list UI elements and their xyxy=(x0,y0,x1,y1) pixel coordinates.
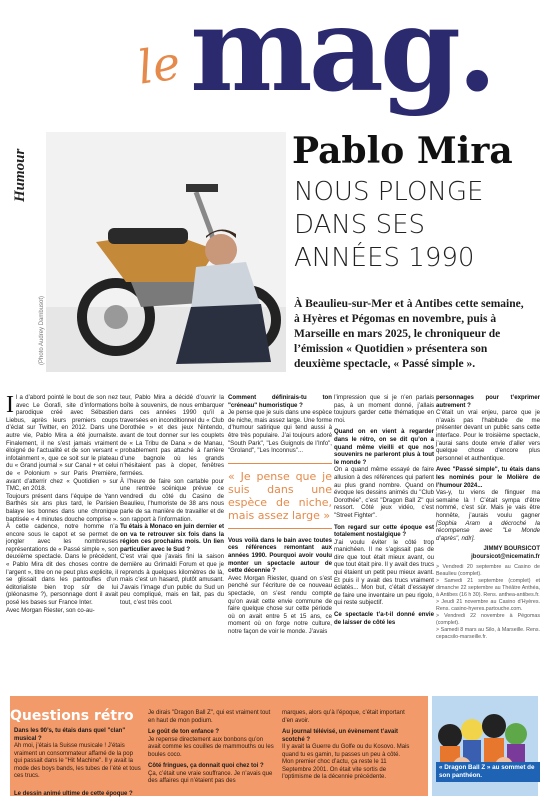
dragon-ball-caption: « Dragon Ball Z » au sommet de son panthéon. xyxy=(436,762,540,782)
body-column-5: personnages pour t’exprimer autrement ? C’était un vrai enjeu, parce que je n’avais pas l’habitude de me présenter devant un public sans cette interface. Pour le troisième spectacle, j’aurai sans doute envie d’aller vers quelque chose d’encore plus personnel et authentique. Avec "Passé simple", tu étais dans les nominés pour le Molière de l’humour 2024... Vas-y, tu viens de flinguer ma semaine là ! C’était sympa d’être nommé, c’est sûr. Mais je vais être honnête, j’aurais voulu gagner [Sophia Aram a décroché la récompense avec "Le Monde d’après", ndlr]. JIMMY BOURSICOT jboursicot@nicematin.fr > Vendredi 20 septembre au Casino de Beaulieu (complet). > Samedi 21 septembre (complet) et dimanche 22 septembre au Théâtre Anthéa, à Antibes (16 h 30). Rens. anthea-antibes.fr. > Jeudi 21 novembre au Casino d’Hyères. Rens. casino-hyeres.partouche.com. > Vendredi 22 novembre à Pégomas (complet). > Samedi 8 mars au Silo, à Marseille. Rens. cepacsilo-marseille.fr. xyxy=(436,394,540,641)
question: Vous voilà dans le bain avec toutes ces références remontant aux années 1990. Pourquoi avoir voulu monter un spectacle autour de cette décennie ? xyxy=(228,536,332,575)
retro-column-3: marques, alors qu’à l’époque, c’était important d’en avoir. Au journal télévisé, un évènement t’avait scotché ? Il y avait la Guerre du Golfe ou du Kosovo. Mais quand tu es gamin, tu passes un peu à côté. Mon premier choc d’actu, ça reste le 11 Septembre 2001. On était vite sortis de l’optimisme de la décennie précédente. xyxy=(282,710,410,780)
dropcap: I xyxy=(6,392,14,418)
photo-credit: (Photo Audrey Dambusot) xyxy=(39,295,45,365)
question: Avec "Passé simple", tu étais dans les nominés pour le Molière de l’humour 2024... xyxy=(436,466,540,489)
body-column-1: Il a d’abord pointé le bout de son nez avec Le Gorafi, site d’informations parodique créé avec Sébastien Liebus, après leurs premiers coups d’éclat sur Twitter, en 2012. Dans une autre vie, Pablo Mira a été journaliste. Finalement, il ne s’est jamais vraiment éloigné de l’actualité et de son versant « infotainment », que ce soit sur le plateau du « Grand journal » sur Canal + et celui de « Polonium » sur Paris Première, avant d’atterrir chez « Quotidien » sur TMC, en 2018. Toujours présent dans l’équipe de Yann Barthès six ans plus tard, le Parisien balaye les bonnes dans une chronique baptisée « 4 minutes douche comprise ». À cette cadence, notre homme n’a encore sous le capot et se permet de jongler avec les nombreuses représentations de « Passé simple », son deuxième spectacle. Dans le précédent, « Pablo Mira dit des choses contre de l’argent », titre on ne peut plus explicite, il se glissait dans les pantoufles d’un éditorialiste bien trop sûr de lui (pléonasme ?), personnage dont il avait posé les bases sur France Inter. Avec Morgan Riester, son co-au- xyxy=(6,392,118,614)
question: Ton regard sur cette époque est totalement nostalgique ? xyxy=(334,523,434,539)
retro-column-1: Dans les 90’s, tu étais dans quel "clan" musical ? Ah moi, j’étais la Suisse musicale ! J’étais vraiment un consommateur affamé de la pop qui passait dans le "Hit Machine". Il y avait la mode des boys bands, les tubes de l’été et tous ces trucs. Le dessin animé ultime de cette époque ? xyxy=(14,728,141,797)
author-name: JIMMY BOURSICOT xyxy=(483,546,540,553)
question: Quand on en vient à regarder dans le rétro, on se dit qu’on a quand même vieilli et que nos souvenirs ne parleront plus à tout le monde ? xyxy=(334,428,434,466)
pull-quote: « Je pense que je suis dans une espèce de niche, mais assez large » xyxy=(228,463,332,529)
question: personnages pour t’exprimer autrement ? xyxy=(436,394,540,409)
headline-sub: NOUS PLONGE DANS SES ANNÉES 1990 xyxy=(294,177,484,273)
body-column-3: Comment définirais-tu ton "créneau" humoristique ? Je pense que je suis dans une espèce de niche, mais assez large. Une forme d’humour satirique qui tend aussi à être très populaire. J’ai toujours adoré "South Park", "Les Guignols de l’Info", "Groland", "Les Inconnus"... « Je pense que je suis dans une espèce de niche, mais assez large » Vous voilà dans le bain avec toutes ces références remontant aux années 1990. Pourquoi avoir voulu monter un spectacle autour de cette décennie ? Avec Morgan Riester, quand on s’est penché sur l’écriture de ce nouveau spectacle, on s’est rendu compte qu’on avait cette envie commune de faire quelque chose sur cette période où on avait entre 5 et 15 ans, ce moment où on forge notre culture, notre façon de voir le monde. J’avais xyxy=(228,394,332,635)
masthead xyxy=(0,0,545,128)
masthead-le: le xyxy=(134,35,184,95)
body-column-4: l’impression que si je n’en parlais pas, à un moment donné, j’allais toujours garder cette thématique en moi. Quand on en vient à regarder dans le rétro, on se dit qu’on a quand même vieilli et que nos souvenirs ne parleront plus à tout le monde ? On a quand même essayé de faire allusion à des références qui parlent au plus grand nombre. Quand on évoque les dessins animés du "Club Dorothée", c’est "Dragon Ball Z" qui ressort. Côté jeux vidéo, c’est "Street Fighter". Ton regard sur cette époque est totalement nostalgique ? J’ai voulu éviter le côté trop manichéen. Il ne s’agissait pas de dire que tout était mieux avant, ou que tout était pire. Il y avait des trucs qui étaient un petit peu mieux avant. Et puis il y avait des trucs vraiment éclatés... Mon but, c’était d’essayer de faire une inventaire un peu rigolo, qui reste subjectif. Ce spectacle t’a-t-il donné envie de laisser de côté les xyxy=(334,394,434,626)
chapo: À Beaulieu-sur-Mer et à Antibes cette semaine, à Hyères et Pégomas en novembre, puis à Marseille en mars 2025, le chroniqueur de l’émission « Quotidien » présentera son deuxième spectacle, « Passé simple ». xyxy=(294,298,524,370)
article-photo xyxy=(46,132,286,372)
retro-title: Questions rétro xyxy=(10,708,134,724)
question: Tu étais à Monaco en juin dernier et on va te retrouver six fois dans la région ces prochains mois. Un lien particulier avec le Sud ? xyxy=(120,523,224,553)
retro-column-2: Je dirais "Dragon Ball Z", qui est vraiment tout en haut de mon podium. Le goût de ton enfance ? Je repense directement aux bonbons qu’on avait comme les couilles de mammouths ou les boules coco. Côté fringues, ça donnait quoi chez toi ? Ça, c’était une vraie souffrance. Je n’avais que des affaires qui n’étaient pas des xyxy=(148,710,274,784)
question: Comment définirais-tu ton "créneau" humoristique ? xyxy=(228,394,332,409)
headline-name: Pablo Mira xyxy=(292,130,513,172)
show-dates: > Vendredi 20 septembre au Casino de Beaulieu (complet). > Samedi 21 septembre (complet) et dimanche 22 septembre au Théâtre Anthéa, à Antibes (16 h 30). Rens. anthea-antibes.fr. > Jeudi 21 novembre au Casino d’Hyères. Rens. casino-hyeres.partouche.com. > Vendredi 22 novembre à Pégomas (complet). > Samedi 8 mars au Silo, à Marseille. Rens. cepacsilo-marseille.fr. xyxy=(436,564,540,641)
body-column-2: teur, Pablo Mira a décidé d’ouvrir la boîte à souvenirs, de nous embarquer dans ces années 1990 qu’il a traversées en inconditionnel du « Club Dorothée » et des jeux Nintendo, avant de tout donner sur les couplets de « La Tribu de Dana » de Manau, probablement pas attaché à l’arrière d’une bagnole où les grands n’hésitaient pas à cloper, fenêtres fermées. À l’heure de faire son cartable pour une rentrée scénique prévue ce vendredi du côté du Casino de Beaulieu, l’humoriste de 38 ans nous parle de sa manière de travailler et de son rapport à l’information. Tu étais à Monaco en juin dernier et on va te retrouver six fois dans la région ces prochains mois. Un lien particulier avec le Sud ? C’est vrai que j’avais fini la saison dernière au Grimaldi Forum et que je reprends à quelques kilomètres de là, mais c’est un hasard, plutôt amusant. J’avais l’image d’un public du Sud un peu compliqué, mais en fait, pas du tout, c’est très cool. xyxy=(120,394,224,607)
masthead-mag: mag. xyxy=(190,0,494,118)
author-email: jboursicot@nicematin.fr xyxy=(471,553,540,560)
question: Ce spectacle t’a-t-il donné envie de laisser de côté les xyxy=(334,611,434,626)
rubric: Humour xyxy=(12,148,28,202)
